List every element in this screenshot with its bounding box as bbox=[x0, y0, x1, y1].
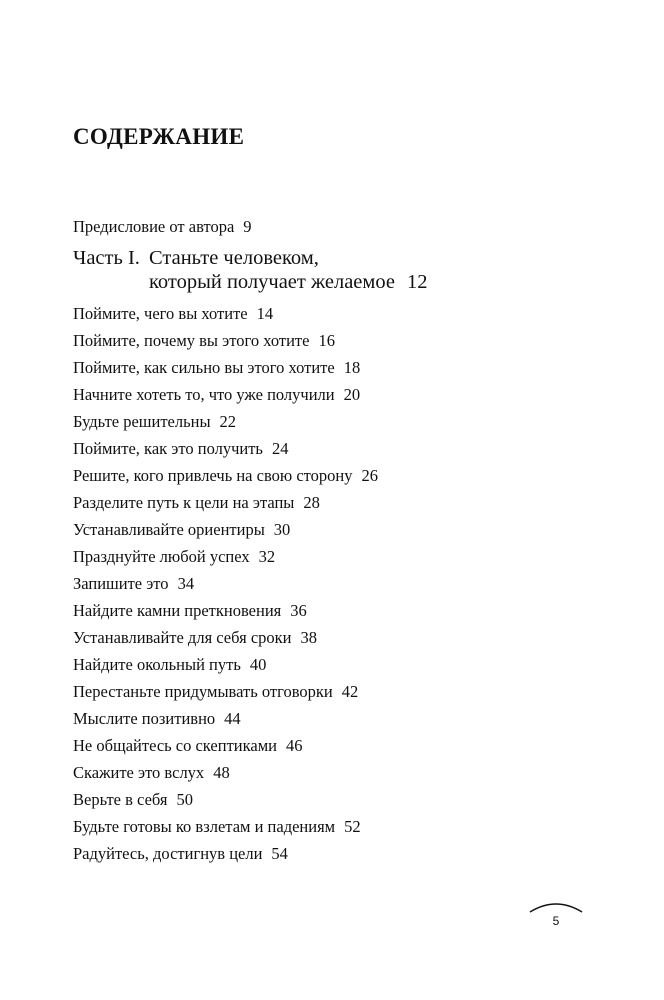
toc-entry-title: Найдите окольный путь bbox=[73, 655, 241, 674]
toc-entry bbox=[73, 493, 320, 513]
toc-entry-page: 46 bbox=[285, 736, 303, 755]
toc-entry bbox=[73, 844, 288, 864]
toc-entry-title: Будьте решительны bbox=[73, 412, 211, 431]
toc-entry bbox=[73, 466, 378, 486]
toc-entry bbox=[73, 763, 230, 783]
toc-entry bbox=[73, 574, 194, 594]
toc-entry-page: 28 bbox=[303, 493, 320, 512]
toc-entry bbox=[73, 655, 266, 675]
toc-entry-page: 22 bbox=[219, 412, 237, 431]
toc-entry bbox=[73, 358, 360, 378]
toc-entry-title: Устанавливайте для себя сроки bbox=[73, 628, 292, 647]
toc-entry-page: 34 bbox=[177, 574, 195, 593]
part-page: 12 bbox=[406, 271, 428, 293]
toc-entry-title: Празднуйте любой успех bbox=[73, 547, 250, 566]
toc-entry-title: Поймите, как сильно вы этого хотите bbox=[73, 358, 335, 377]
toc-entry-title: Мыслите позитивно bbox=[73, 709, 216, 728]
toc-entry-page: 50 bbox=[176, 790, 193, 809]
toc-entry-title: Не общайтесь со скептиками bbox=[73, 736, 277, 755]
toc-entry bbox=[73, 385, 360, 405]
toc-entry bbox=[73, 547, 275, 567]
toc-entry bbox=[73, 439, 288, 459]
toc-entry-title: Разделите путь к цели на этапы bbox=[73, 493, 295, 512]
toc-entry bbox=[73, 682, 358, 702]
toc-entry bbox=[73, 736, 302, 756]
toc-entry-title: Начните хотеть то, что уже получили bbox=[73, 385, 335, 404]
toc-entry-title: Будьте готовы ко взлетам и падениям bbox=[73, 817, 336, 836]
toc-entry-title: Поймите, как это получить bbox=[73, 439, 263, 458]
toc-entry-page: 32 bbox=[258, 547, 276, 566]
toc-entry-title: Верьте в себя bbox=[73, 790, 168, 809]
toc-entry-page: 38 bbox=[300, 628, 317, 647]
toc-entry-title: Найдите камни преткновения bbox=[73, 601, 282, 620]
toc-entry-page: 44 bbox=[224, 709, 241, 728]
toc-entry-page: 18 bbox=[343, 358, 361, 377]
toc-entry bbox=[73, 331, 335, 351]
toc-entry-page: 40 bbox=[249, 655, 267, 674]
toc-entry bbox=[73, 520, 290, 540]
toc-entry-title: Радуйтесь, достигнув цели bbox=[73, 844, 263, 863]
toc-entry-title: Запишите это bbox=[73, 574, 169, 593]
toc-entry-title: Устанавливайте ориентиры bbox=[73, 520, 265, 539]
toc-entry-page: 20 bbox=[343, 385, 361, 404]
toc-entry-title: Перестаньте придумывать отговорки bbox=[73, 682, 333, 701]
part-title-line2: который получает желаемое bbox=[149, 271, 395, 293]
toc-entry bbox=[73, 601, 307, 621]
part-label: Часть I. bbox=[73, 247, 140, 269]
toc-entry-page: 30 bbox=[273, 520, 291, 539]
toc-entry-page: 9 bbox=[243, 217, 252, 236]
toc-entry-page: 14 bbox=[256, 304, 274, 323]
toc-entry-page: 16 bbox=[318, 331, 335, 350]
toc-entry-page: 48 bbox=[213, 763, 230, 782]
toc-entry-page: 52 bbox=[344, 817, 361, 836]
page-number: 5 bbox=[552, 914, 560, 928]
toc-entry-title: Поймите, чего вы хотите bbox=[73, 304, 248, 323]
toc-part-heading bbox=[73, 246, 427, 294]
toc-entry-page: 36 bbox=[290, 601, 307, 620]
toc-entry-page: 26 bbox=[361, 466, 378, 485]
toc-entry bbox=[73, 790, 193, 810]
toc-entry-page: 54 bbox=[271, 844, 288, 863]
toc-entry-page: 24 bbox=[271, 439, 289, 458]
page-title: СОДЕРЖАНИЕ bbox=[73, 124, 245, 149]
toc-entry-title: Решите, кого привлечь на свою сторону bbox=[73, 466, 353, 485]
toc-entry bbox=[73, 304, 273, 324]
toc-entry-title: Поймите, почему вы этого хотите bbox=[73, 331, 310, 350]
toc-entry bbox=[73, 412, 236, 432]
part-title-line1: Станьте человеком, bbox=[149, 247, 319, 269]
toc-entry-title: Предисловие от автора bbox=[73, 217, 235, 236]
toc-entry bbox=[73, 709, 241, 729]
toc-entry-title: Скажите это вслух bbox=[73, 763, 205, 782]
toc-entry-preface bbox=[73, 217, 252, 237]
toc-entry bbox=[73, 817, 361, 837]
toc-entry bbox=[73, 628, 317, 648]
toc-entry-page: 42 bbox=[341, 682, 359, 701]
